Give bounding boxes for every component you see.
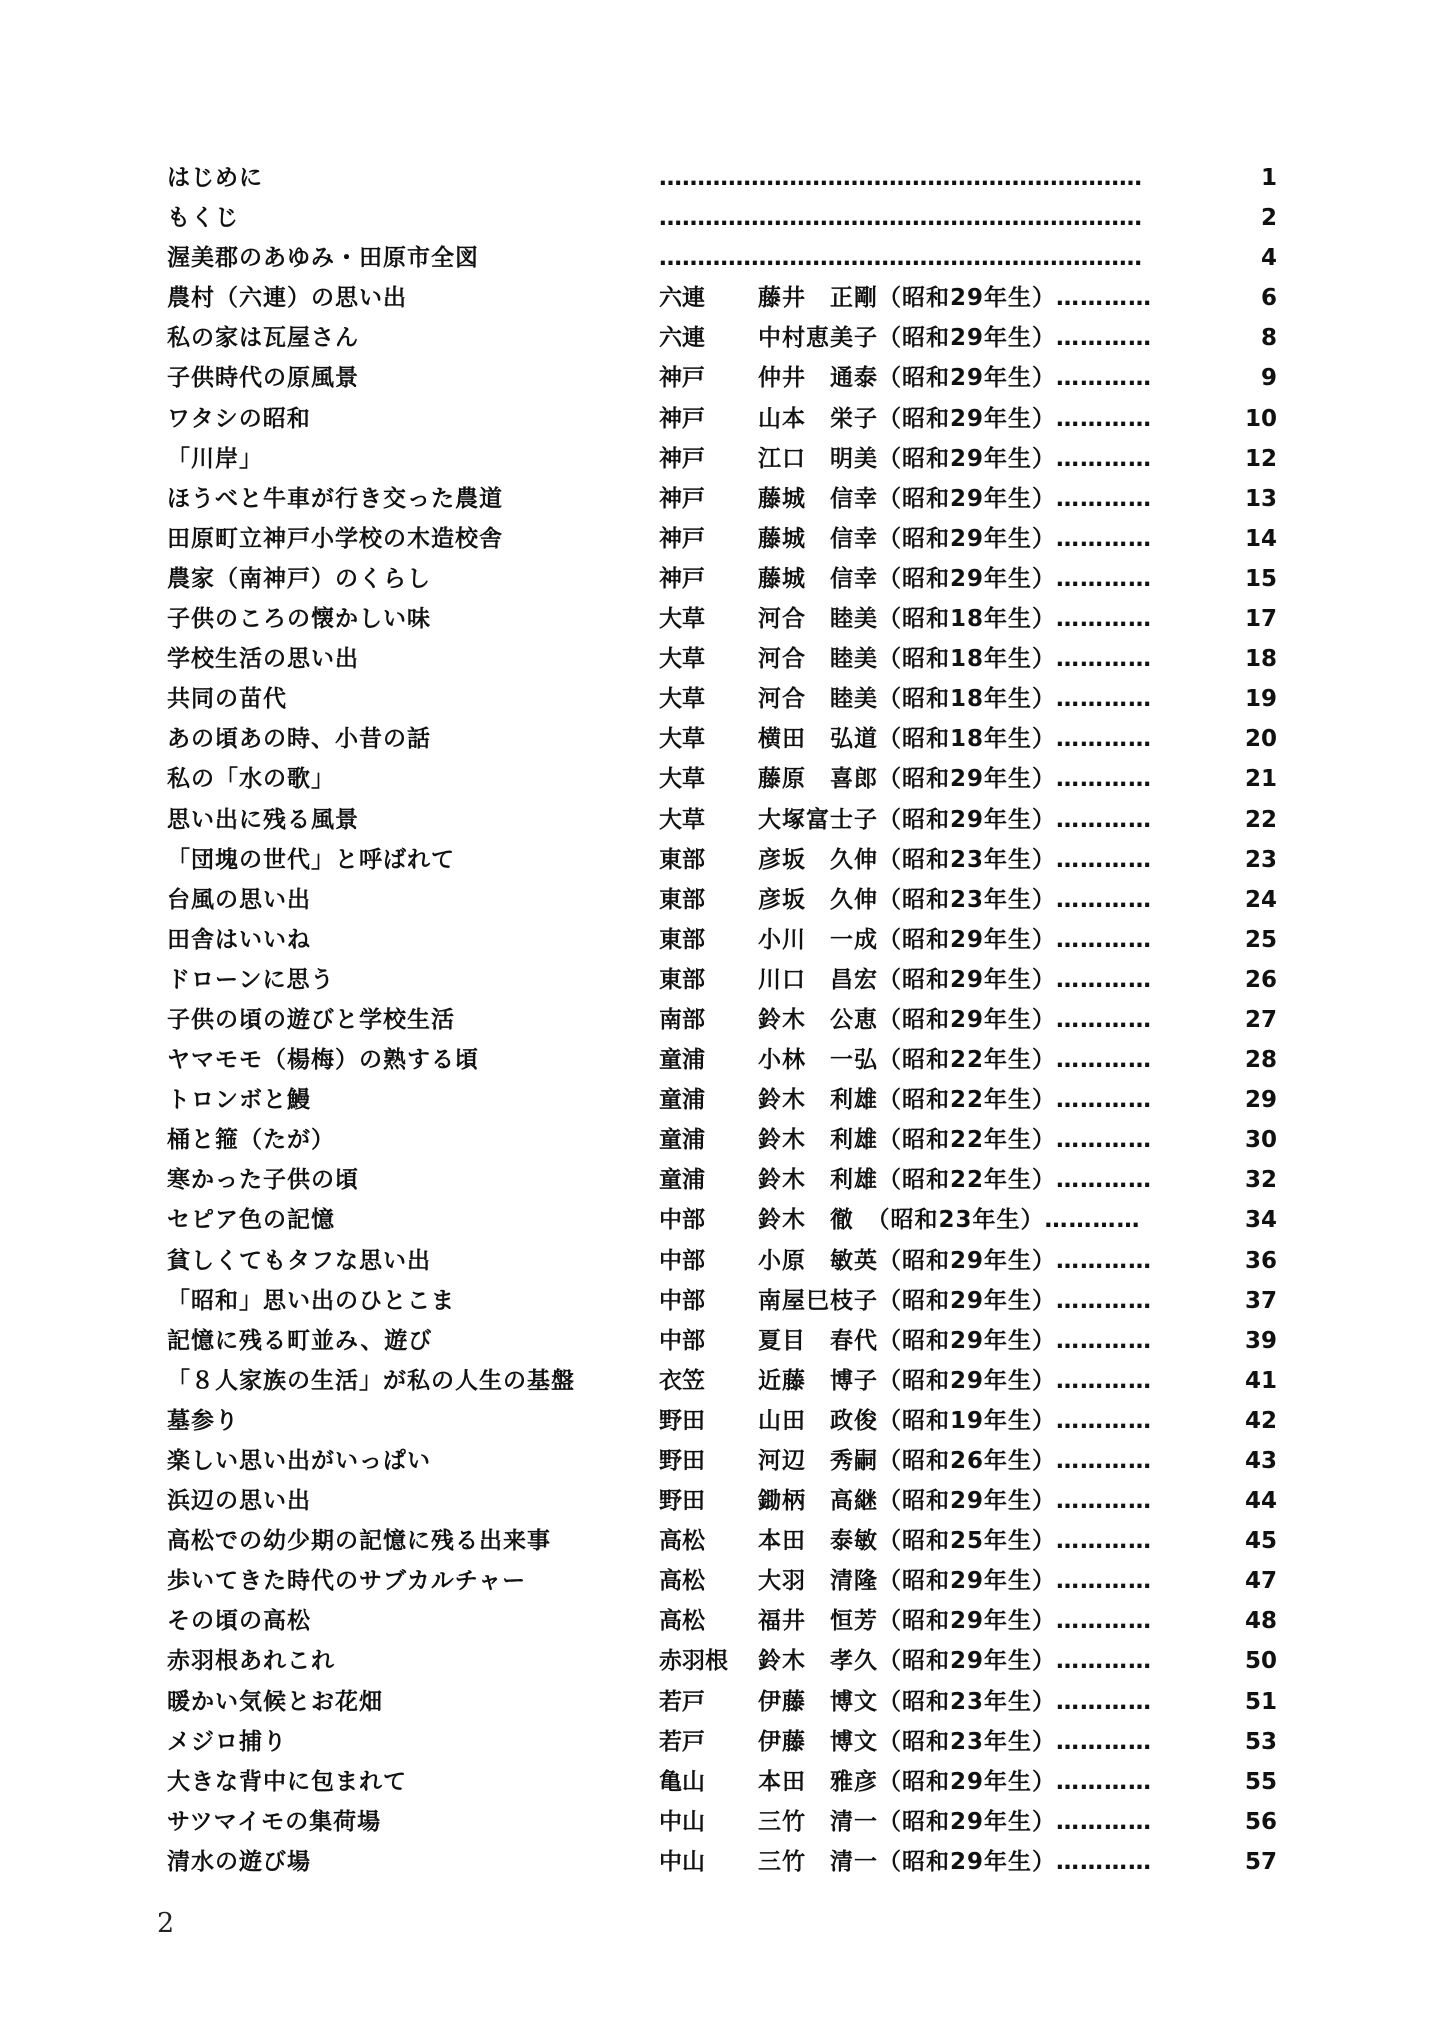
- entry-title: ほうべと牛車が行き交った農道: [167, 485, 503, 512]
- entry-district: 大草: [659, 766, 705, 793]
- entry-title: 墓参り: [167, 1407, 239, 1434]
- table-of-contents: [167, 158, 1277, 1882]
- entry-title: あの頃あの時、小昔の話: [167, 726, 431, 753]
- entry-author: 中村恵美子（昭和29年生）…………: [758, 325, 1153, 352]
- entry-district: 大草: [659, 606, 705, 633]
- entry-page-number: 32: [1244, 1167, 1277, 1194]
- entry-title: サツマイモの集荷場: [167, 1808, 382, 1835]
- entry-title: メジロ捕り: [167, 1728, 287, 1755]
- entry-author: 河合 睦美（昭和18年生）…………: [758, 606, 1153, 633]
- toc-entry: [167, 1561, 1277, 1601]
- entry-district: 六連: [659, 325, 705, 352]
- toc-entry: [167, 960, 1277, 1000]
- entry-title: 「川岸」: [167, 445, 263, 472]
- entry-author: 小林 一弘（昭和22年生）…………: [758, 1047, 1153, 1074]
- toc-entry: [167, 759, 1277, 799]
- entry-author: 鈴木 利雄（昭和22年生）…………: [758, 1127, 1153, 1154]
- entry-district: 童浦: [659, 1127, 705, 1154]
- entry-district: 神戸: [659, 565, 705, 592]
- entry-title: 子供の頃の遊びと学校生活: [167, 1006, 455, 1033]
- entry-author: 南屋巳枝子（昭和29年生）…………: [758, 1287, 1153, 1314]
- toc-entry: [167, 1040, 1277, 1080]
- entry-author: 大羽 清隆（昭和29年生）…………: [758, 1568, 1153, 1595]
- entry-author: 鈴木 公恵（昭和29年生）…………: [758, 1006, 1153, 1033]
- toc-entry: [167, 1481, 1277, 1521]
- toc-entry: [167, 719, 1277, 759]
- entry-title: 歩いてきた時代のサブカルチャー: [167, 1568, 527, 1595]
- entry-author: 山田 政俊（昭和19年生）…………: [758, 1407, 1153, 1434]
- entry-title: 寒かった子供の頃: [167, 1167, 359, 1194]
- entry-page-number: 44: [1244, 1488, 1277, 1515]
- entry-page-number: 37: [1244, 1287, 1277, 1314]
- toc-entry: [167, 399, 1277, 439]
- entry-district: 野田: [659, 1407, 705, 1434]
- entry-title: 桶と箍（たが）: [167, 1127, 335, 1154]
- entry-district: 亀山: [659, 1768, 705, 1795]
- toc-entry: [167, 358, 1277, 398]
- entry-title: 農村（六連）の思い出: [167, 285, 407, 312]
- entry-page-number: 6: [1260, 285, 1277, 312]
- entry-district: 中山: [659, 1848, 705, 1875]
- entry-author: 鈴木 徹 （昭和23年生）…………: [758, 1207, 1141, 1234]
- entry-district: 東部: [659, 926, 705, 953]
- entry-page-number: 13: [1244, 485, 1277, 512]
- entry-author: 藤城 信幸（昭和29年生）…………: [758, 565, 1153, 592]
- toc-entry: [167, 1762, 1277, 1802]
- entry-author: 江口 明美（昭和29年生）…………: [758, 445, 1153, 472]
- entry-page-number: 18: [1244, 646, 1277, 673]
- toc-entry: [167, 238, 1277, 278]
- entry-author: 川口 昌宏（昭和29年生）…………: [758, 966, 1153, 993]
- entry-district: 高松: [659, 1568, 705, 1595]
- entry-author: 藤城 信幸（昭和29年生）…………: [758, 485, 1153, 512]
- toc-entry: [167, 278, 1277, 318]
- entry-page-number: 39: [1244, 1327, 1277, 1354]
- entry-title: 「昭和」思い出のひとこま: [167, 1287, 455, 1314]
- entry-district: 若戸: [659, 1728, 705, 1755]
- entry-author: 小原 敏英（昭和29年生）…………: [758, 1247, 1153, 1274]
- entry-title: 大きな背中に包まれて: [167, 1768, 407, 1795]
- dot-leader: ………………………………………………………: [659, 205, 1142, 232]
- entry-district: 赤羽根: [659, 1648, 728, 1675]
- entry-page-number: 14: [1244, 525, 1277, 552]
- entry-title: 子供時代の原風景: [167, 365, 359, 392]
- entry-district: 六連: [659, 285, 705, 312]
- entry-district: 野田: [659, 1488, 705, 1515]
- entry-author: 仲井 通泰（昭和29年生）…………: [758, 365, 1153, 392]
- entry-district: 中山: [659, 1808, 705, 1835]
- entry-district: 中部: [659, 1247, 705, 1274]
- entry-title: ドローンに思う: [167, 966, 335, 993]
- entry-district: 若戸: [659, 1688, 705, 1715]
- entry-title: 私の家は瓦屋さん: [167, 325, 359, 352]
- toc-entry: [167, 1361, 1277, 1401]
- entry-district: 高松: [659, 1528, 705, 1555]
- toc-entry: [167, 1200, 1277, 1240]
- entry-author: 鈴木 孝久（昭和29年生）…………: [758, 1648, 1153, 1675]
- dot-leader: ………………………………………………………: [659, 165, 1142, 191]
- entry-title: 学校生活の思い出: [167, 646, 359, 673]
- toc-entry: [167, 1000, 1277, 1040]
- entry-title: 「団塊の世代」と呼ばれて: [167, 846, 455, 873]
- entry-title: 貧しくてもタフな思い出: [167, 1247, 431, 1274]
- entry-title: セピア色の記憶: [167, 1207, 335, 1234]
- entry-page-number: 10: [1244, 405, 1277, 432]
- entry-author: 彦坂 久伸（昭和23年生）…………: [758, 886, 1153, 913]
- toc-entry: [167, 920, 1277, 960]
- entry-author: 三竹 清一（昭和29年生）…………: [758, 1808, 1153, 1835]
- page-number: 2: [157, 1908, 175, 1939]
- entry-page-number: 50: [1244, 1648, 1277, 1675]
- entry-district: 東部: [659, 846, 705, 873]
- entry-author: 本田 雅彦（昭和29年生）…………: [758, 1768, 1153, 1795]
- entry-title: 田舎はいいね: [167, 926, 311, 953]
- entry-title: 台風の思い出: [167, 886, 311, 913]
- entry-author: 河辺 秀嗣（昭和26年生）…………: [758, 1448, 1153, 1474]
- toc-entry: [167, 1441, 1277, 1481]
- entry-author: 藤城 信幸（昭和29年生）…………: [758, 525, 1153, 552]
- entry-district: 神戸: [659, 525, 705, 552]
- entry-district: 神戸: [659, 405, 705, 432]
- entry-author: 大塚富士子（昭和29年生）…………: [758, 806, 1153, 833]
- toc-entry: [167, 1160, 1277, 1200]
- entry-district: 神戸: [659, 485, 705, 512]
- entry-title: 浜辺の思い出: [167, 1488, 311, 1515]
- entry-title: ヤマモモ（楊梅）の熟する頃: [167, 1047, 479, 1074]
- entry-page-number: 41: [1244, 1367, 1277, 1394]
- entry-page-number: 2: [1260, 205, 1277, 232]
- entry-page-number: 25: [1244, 926, 1277, 953]
- entry-page-number: 9: [1260, 365, 1277, 392]
- entry-district: 童浦: [659, 1047, 705, 1074]
- entry-district: 大草: [659, 726, 705, 753]
- entry-title: その頃の高松: [167, 1608, 311, 1635]
- toc-entry: [167, 1722, 1277, 1762]
- entry-district: 大草: [659, 806, 705, 833]
- entry-author: 鈴木 利雄（昭和22年生）…………: [758, 1167, 1153, 1194]
- entry-page-number: 22: [1244, 806, 1277, 833]
- dot-leader: ………………………………………………………: [659, 245, 1142, 272]
- entry-page-number: 51: [1244, 1688, 1277, 1715]
- toc-entry: [167, 439, 1277, 479]
- entry-title: 記憶に残る町並み、遊び: [167, 1327, 433, 1354]
- entry-title: 渥美郡のあゆみ・田原市全図: [167, 245, 479, 272]
- entry-author: 三竹 清一（昭和29年生）…………: [758, 1848, 1153, 1875]
- entry-author: 伊藤 博文（昭和23年生）…………: [758, 1728, 1153, 1755]
- entry-page-number: 47: [1244, 1568, 1277, 1595]
- entry-title: 高松での幼少期の記憶に残る出来事: [167, 1528, 551, 1555]
- entry-district: 南部: [659, 1006, 705, 1033]
- entry-page-number: 26: [1244, 966, 1277, 993]
- toc-entry: [167, 1120, 1277, 1160]
- entry-author: 伊藤 博文（昭和23年生）…………: [758, 1688, 1153, 1715]
- entry-district: 中部: [659, 1287, 705, 1314]
- entry-title: 思い出に残る風景: [167, 806, 359, 833]
- entry-page-number: 15: [1244, 565, 1277, 592]
- entry-district: 高松: [659, 1608, 705, 1635]
- entry-page-number: 57: [1244, 1848, 1277, 1875]
- entry-page-number: 21: [1244, 766, 1277, 793]
- entry-page-number: 17: [1244, 606, 1277, 633]
- entry-title: 清水の遊び場: [167, 1848, 311, 1875]
- entry-page-number: 28: [1244, 1047, 1277, 1074]
- entry-district: 童浦: [659, 1087, 705, 1114]
- entry-page-number: 23: [1244, 846, 1277, 873]
- entry-page-number: 27: [1244, 1006, 1277, 1033]
- toc-entry: [167, 599, 1277, 639]
- toc-entry: [167, 519, 1277, 559]
- entry-page-number: 24: [1244, 886, 1277, 913]
- entry-title: 私の「水の歌」: [167, 766, 335, 793]
- entry-page-number: 1: [1260, 165, 1277, 191]
- entry-title: 暖かい気候とお花畑: [167, 1688, 383, 1715]
- entry-author: 小川 一成（昭和29年生）…………: [758, 926, 1153, 953]
- entry-title: 「８人家族の生活」が私の人生の基盤: [167, 1367, 575, 1394]
- entry-page-number: 12: [1244, 445, 1277, 472]
- entry-author: 彦坂 久伸（昭和23年生）…………: [758, 846, 1153, 873]
- entry-page-number: 20: [1244, 726, 1277, 753]
- entry-author: 福井 恒芳（昭和29年生）…………: [758, 1608, 1153, 1635]
- entry-page-number: 56: [1244, 1808, 1277, 1835]
- entry-title: もくじ: [167, 205, 239, 232]
- entry-title: はじめに: [167, 165, 263, 191]
- entry-author: 藤井 正剛（昭和29年生）…………: [758, 285, 1153, 312]
- entry-title: ワタシの昭和: [167, 405, 311, 432]
- entry-title: 田原町立神戸小学校の木造校舎: [167, 525, 503, 552]
- entry-author: 本田 泰敏（昭和25年生）…………: [758, 1528, 1153, 1555]
- entry-district: 中部: [659, 1207, 705, 1234]
- toc-entry: [167, 1682, 1277, 1722]
- entry-page-number: 29: [1244, 1087, 1277, 1114]
- toc-entry: [167, 198, 1277, 238]
- entry-author: 近藤 博子（昭和29年生）…………: [758, 1367, 1153, 1394]
- toc-entry: [167, 479, 1277, 519]
- entry-district: 童浦: [659, 1167, 705, 1194]
- entry-page-number: 19: [1244, 686, 1277, 713]
- toc-entry: [167, 1641, 1277, 1681]
- toc-entry: [167, 1321, 1277, 1361]
- entry-author: 横田 弘道（昭和18年生）…………: [758, 726, 1153, 753]
- entry-title: トロンボと鰻: [167, 1087, 311, 1114]
- toc-entry: [167, 1080, 1277, 1120]
- entry-title: 赤羽根あれこれ: [167, 1648, 335, 1675]
- toc-entry: [167, 318, 1277, 358]
- entry-page-number: 4: [1260, 245, 1277, 272]
- toc-entry: [167, 1401, 1277, 1441]
- entry-district: 神戸: [659, 365, 705, 392]
- entry-page-number: 45: [1244, 1528, 1277, 1555]
- entry-page-number: 30: [1244, 1127, 1277, 1154]
- entry-title: 楽しい思い出がいっぱい: [167, 1448, 431, 1474]
- toc-entry: [167, 1601, 1277, 1641]
- entry-author: 藤原 喜郎（昭和29年生）…………: [758, 766, 1153, 793]
- toc-entry: [167, 1802, 1277, 1842]
- entry-page-number: 8: [1260, 325, 1277, 352]
- entry-page-number: 43: [1244, 1448, 1277, 1474]
- entry-author: 鈴木 利雄（昭和22年生）…………: [758, 1087, 1153, 1114]
- toc-entry: [167, 800, 1277, 840]
- entry-page-number: 55: [1244, 1768, 1277, 1795]
- toc-entry: [167, 880, 1277, 920]
- entry-district: 東部: [659, 886, 705, 913]
- entry-author: 鋤柄 高継（昭和29年生）…………: [758, 1488, 1153, 1515]
- entry-title: 共同の苗代: [167, 686, 287, 713]
- toc-entry: [167, 559, 1277, 599]
- toc-entry: [167, 1281, 1277, 1321]
- toc-entry: [167, 1241, 1277, 1281]
- entry-title: 農家（南神戸）のくらし: [167, 565, 431, 592]
- entry-page-number: 48: [1244, 1608, 1277, 1635]
- entry-district: 野田: [659, 1448, 705, 1474]
- entry-district: 東部: [659, 966, 705, 993]
- toc-entry: [167, 158, 1277, 198]
- entry-district: 中部: [659, 1327, 705, 1354]
- entry-title: 子供のころの懐かしい味: [167, 606, 431, 633]
- toc-entry: [167, 840, 1277, 880]
- entry-page-number: 36: [1244, 1247, 1277, 1274]
- entry-page-number: 34: [1244, 1207, 1277, 1234]
- entry-district: 大草: [659, 686, 705, 713]
- entry-district: 衣笠: [659, 1367, 705, 1394]
- entry-page-number: 53: [1244, 1728, 1277, 1755]
- toc-entry: [167, 1842, 1277, 1882]
- entry-page-number: 42: [1244, 1407, 1277, 1434]
- entry-author: 河合 睦美（昭和18年生）…………: [758, 646, 1153, 673]
- entry-author: 夏目 春代（昭和29年生）…………: [758, 1327, 1153, 1354]
- entry-author: 河合 睦美（昭和18年生）…………: [758, 686, 1153, 713]
- toc-entry: [167, 679, 1277, 719]
- entry-district: 大草: [659, 646, 705, 673]
- entry-author: 山本 栄子（昭和29年生）…………: [758, 405, 1153, 432]
- entry-district: 神戸: [659, 445, 705, 472]
- toc-entry: [167, 639, 1277, 679]
- toc-entry: [167, 1521, 1277, 1561]
